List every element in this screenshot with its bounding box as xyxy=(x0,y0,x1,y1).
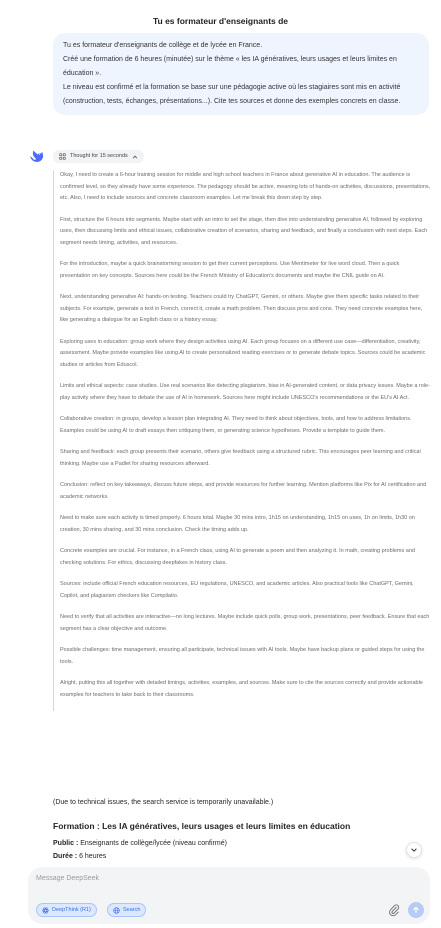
thought-label: Thought for 15 seconds xyxy=(70,153,128,159)
user-message-line: Le niveau est confirmé et la formation se base sur une pédagogie active où les stagiaires sont mis en activité (construction, tests, échanges, présentations...). Cite tes sources et donne des exemples concrets en classe. xyxy=(63,84,401,105)
search-toggle[interactable] xyxy=(107,903,146,917)
public-value: Enseignants de collège/lycée (niveau confirmé) xyxy=(78,840,227,847)
public-line xyxy=(53,837,429,850)
thought-paragraph: First, structure the 6 hours into segments. Maybe start with an intro to set the stage, then dive into understanding generative AI, followed by exploring uses, then discussing limits and ethical issues, collaborative creation of scenarios, sharing and feedback, and finally a conclusion with next steps. Each segment needs timing, activities, and resources. xyxy=(60,216,428,246)
scroll-down-button[interactable] xyxy=(406,842,422,858)
answer-meta xyxy=(53,837,429,863)
thought-paragraph: Conclusion: reflect on key takeaways, discuss future steps, and provide resources for further learning. Mention platforms like Pix for AI certification and academic networks. xyxy=(60,482,427,500)
conversation-title: Tu es formateur d'enseignants de xyxy=(152,16,289,26)
public-label: Public : xyxy=(53,840,79,847)
thought-paragraph: Exploring uses in education: group work where they design activities using AI. Each group focuses on a different use case—differentiation, creativity, assessment. Maybe provide examples like using AI to create personalized reading exercises or to generate debate topics. Sources could be academic studies or articles from Eduscol. xyxy=(60,338,426,368)
thought-paragraph: Sources: include official French education resources, EU regulations, UNESCO, and academic articles. Also practical tools like ChatGPT, Gemini, Copilot, and plagiarism checkers like Compilatio. xyxy=(60,581,414,599)
deepthink-toggle[interactable] xyxy=(36,903,97,917)
thought-paragraph: Limits and ethical aspects: case studies. Use real scenarios like detecting plagiarism, bias in AI-generated content, or data privacy issues. Maybe a role-play activity where they have to debate the use of AI in homework. Sources here might include UNESCO's recommendations or the EU's AI Act. xyxy=(60,383,430,401)
duree-value: 6 heures xyxy=(77,853,107,860)
answer-content xyxy=(53,797,429,863)
user-message-line: Tu es formateur d'enseignants de collège et de lycée en France. xyxy=(63,42,263,49)
thought-paragraph: Collaborative creation: in groups, develop a lesson plan integrating AI. They need to think about objectives, tools, and how to address limitations. Examples could be using AI to draft essays then critiquing them, or generating science hypotheses. Provide a template to guide them. xyxy=(60,416,412,434)
answer-heading: Formation : Les IA génératives, leurs usages et leurs limites en éducation xyxy=(53,821,351,831)
thought-paragraph: Alright, putting this all together with detailed timings, activities, examples, and sources. Make sure to cite the sources correctly and provide actionable examples for teachers to take back to their classrooms. xyxy=(60,680,423,698)
chevron-up-icon xyxy=(132,154,138,160)
thinking-icon xyxy=(59,153,66,160)
paperclip-icon[interactable] xyxy=(388,903,400,917)
user-message-line: Créé une formation de 6 heures (minutée) sur le thème « les IA génératives, leurs usages et leurs limites en éducation ». xyxy=(63,56,397,77)
send-button[interactable] xyxy=(408,902,424,918)
thought-paragraph: Sharing and feedback: each group presents their scenario, others give feedback using a structured rubric. This encourages peer learning and critical thinking. Maybe use a Padlet for sharing resources afterward. xyxy=(60,449,421,467)
thought-paragraph: Need to make sure each activity is timed properly. 6 hours total. Maybe 30 mins intro, 1h15 on understanding, 1h15 on uses, 1h on limits, 1h30 on creation, 30 mins sharing, and 30 mins conclusion. Check the timing adds up. xyxy=(60,515,415,533)
atom-icon xyxy=(42,907,49,914)
deepthink-label: DeepThink (R1) xyxy=(52,907,91,913)
duree-line xyxy=(53,850,429,863)
message-input[interactable]: Message DeepSeek xyxy=(36,875,100,882)
message-composer[interactable] xyxy=(28,867,430,924)
thought-paragraph: For the introduction, maybe a quick brainstorming session to get their current perceptions. Use Mentimeter for live word cloud. Then a quick presentation on key concepts. Sources here could be the French Ministry of Education's documents and maybe the CNIL guide on AI. xyxy=(60,261,400,279)
thought-paragraph: Okay, I need to create a 6-hour training session for middle and high school teachers in France about generative AI in education. The audience is confirmed level, so they already have some experience. The pedagogy should be active, meaning lots of hands-on activities, discussions, presentations, etc. Also, I need to include sources and concrete classroom examples. Let me break this down step by step. xyxy=(60,172,431,201)
duree-label: Durée : xyxy=(53,853,78,860)
arrow-up-icon xyxy=(412,906,420,914)
globe-icon xyxy=(113,907,120,914)
search-unavailable-notice: (Due to technical issues, the search service is temporarily unavailable.) xyxy=(53,799,274,806)
thought-paragraph: Concrete examples are crucial. For instance, in a French class, using AI to generate a poem and then analyzing it. In math, creating problems and checking solutions. For ethics, discussing deepfakes in history class. xyxy=(60,548,415,566)
thought-paragraph: Possible challenges: time management, ensuring all participate, technical issues with AI tools. Maybe have backup plans or guided steps for using the tools. xyxy=(60,647,425,665)
thought-toggle[interactable] xyxy=(53,150,144,163)
search-label: Search xyxy=(123,907,141,913)
user-message xyxy=(53,33,429,115)
deepseek-whale-icon xyxy=(30,148,44,162)
chevron-down-icon xyxy=(410,846,418,854)
thought-paragraph: Next, understanding generative AI: hands-on testing. Teachers could try ChatGPT, Gemini, or others. Maybe give them specific tasks related to their subjects. For example, generate a text in French, correct it, create a math problem. Then discuss pros and cons. They need concrete examples here, like generating a dialogue for an English class or a history essay. xyxy=(60,294,423,323)
thinking-content xyxy=(53,170,431,711)
thought-paragraph: Need to verify that all activities are interactive—no long lectures. Maybe include quick polls, group work, presentations, peer feedback. Ensure that each segment has a clear objective and outcome. xyxy=(60,614,430,632)
